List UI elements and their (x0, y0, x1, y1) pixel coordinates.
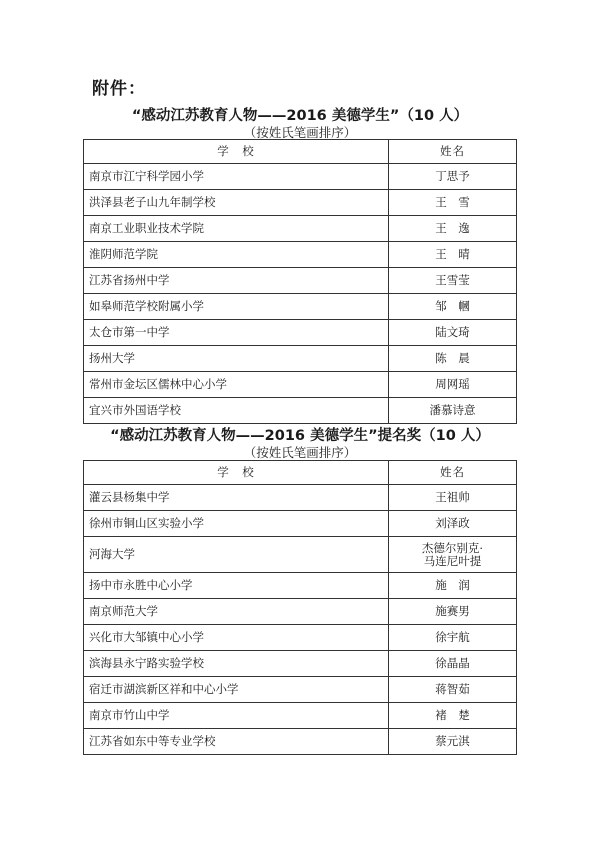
name-cell: 王雪莹 (389, 268, 517, 294)
award-table-2 (83, 460, 517, 755)
name-cell: 徐宇航 (389, 625, 517, 651)
school-cell: 灌云县杨集中学 (84, 485, 389, 511)
table-row (84, 216, 517, 242)
table-row (84, 537, 517, 573)
school-cell: 滨海县永宁路实验学校 (84, 651, 389, 677)
table-row (84, 320, 517, 346)
table-row (84, 625, 517, 651)
table-row (84, 294, 517, 320)
section-2-title: “感动江苏教育人物——2016 美德学生”提名奖（10 人） (110, 428, 490, 444)
school-cell: 常州市金坛区儒林中心小学 (84, 372, 389, 398)
school-cell: 扬中市永胜中心小学 (84, 573, 389, 599)
name-cell: 邹 幗 (389, 294, 517, 320)
name-column-header: 姓名 (389, 140, 517, 164)
table-header-row (84, 461, 517, 485)
name-cell (389, 537, 517, 573)
name-cell: 陈 晨 (389, 346, 517, 372)
name-line-1: 杰德尔别克· (421, 540, 484, 555)
name-column-header: 姓名 (389, 461, 517, 485)
name-cell: 丁思予 (389, 164, 517, 190)
attachment-label: 附件： (92, 79, 146, 99)
name-cell: 刘泽政 (389, 511, 517, 537)
table-row (84, 164, 517, 190)
name-cell: 施赛男 (389, 599, 517, 625)
table-row (84, 190, 517, 216)
school-cell: 洪泽县老子山九年制学校 (84, 190, 389, 216)
name-cell: 潘慕诗意 (389, 398, 517, 424)
table-row (84, 242, 517, 268)
name-cell: 褚 楚 (389, 703, 517, 729)
table-row (84, 573, 517, 599)
name-cell: 王 雪 (389, 190, 517, 216)
section-1-subtitle: （按姓氏笔画排序） (243, 125, 357, 140)
school-cell: 徐州市铜山区实验小学 (84, 511, 389, 537)
school-cell: 宿迁市湖滨新区祥和中心小学 (84, 677, 389, 703)
award-table-1 (83, 139, 517, 424)
table-row (84, 511, 517, 537)
school-cell: 南京市江宁科学园小学 (84, 164, 389, 190)
name-cell: 周网瑶 (389, 372, 517, 398)
school-cell: 淮阴师范学院 (84, 242, 389, 268)
school-cell: 宜兴市外国语学校 (84, 398, 389, 424)
school-cell: 南京师范大学 (84, 599, 389, 625)
name-cell: 徐晶晶 (389, 651, 517, 677)
table-row (84, 268, 517, 294)
name-cell: 陆文琦 (389, 320, 517, 346)
table-header-row (84, 140, 517, 164)
table-row (84, 398, 517, 424)
school-cell: 兴化市大邹镇中心小学 (84, 625, 389, 651)
name-cell: 王 晴 (389, 242, 517, 268)
school-cell: 河海大学 (84, 537, 389, 573)
school-cell: 南京工业职业技术学院 (84, 216, 389, 242)
name-cell: 施 润 (389, 573, 517, 599)
table-row (84, 346, 517, 372)
table-row (84, 729, 517, 755)
school-column-header: 学 校 (84, 461, 389, 485)
table-row (84, 703, 517, 729)
table-row (84, 677, 517, 703)
school-column-header: 学 校 (84, 140, 389, 164)
table-row (84, 651, 517, 677)
school-cell: 太仓市第一中学 (84, 320, 389, 346)
table-row (84, 485, 517, 511)
table-row (84, 599, 517, 625)
school-cell: 南京市竹山中学 (84, 703, 389, 729)
school-cell: 扬州大学 (84, 346, 389, 372)
section-2-subtitle: （按姓氏笔画排序） (243, 445, 357, 460)
school-cell: 江苏省扬州中学 (84, 268, 389, 294)
name-line-2: 马连尼叶提 (423, 553, 482, 568)
name-cell: 蔡元淇 (389, 729, 517, 755)
school-cell: 如皋师范学校附属小学 (84, 294, 389, 320)
name-cell: 王祖帅 (389, 485, 517, 511)
section-1-title: “感动江苏教育人物——2016 美德学生”（10 人） (131, 108, 469, 124)
table-row (84, 372, 517, 398)
name-cell: 蒋智茹 (389, 677, 517, 703)
school-cell: 江苏省如东中等专业学校 (84, 729, 389, 755)
name-cell: 王 逸 (389, 216, 517, 242)
